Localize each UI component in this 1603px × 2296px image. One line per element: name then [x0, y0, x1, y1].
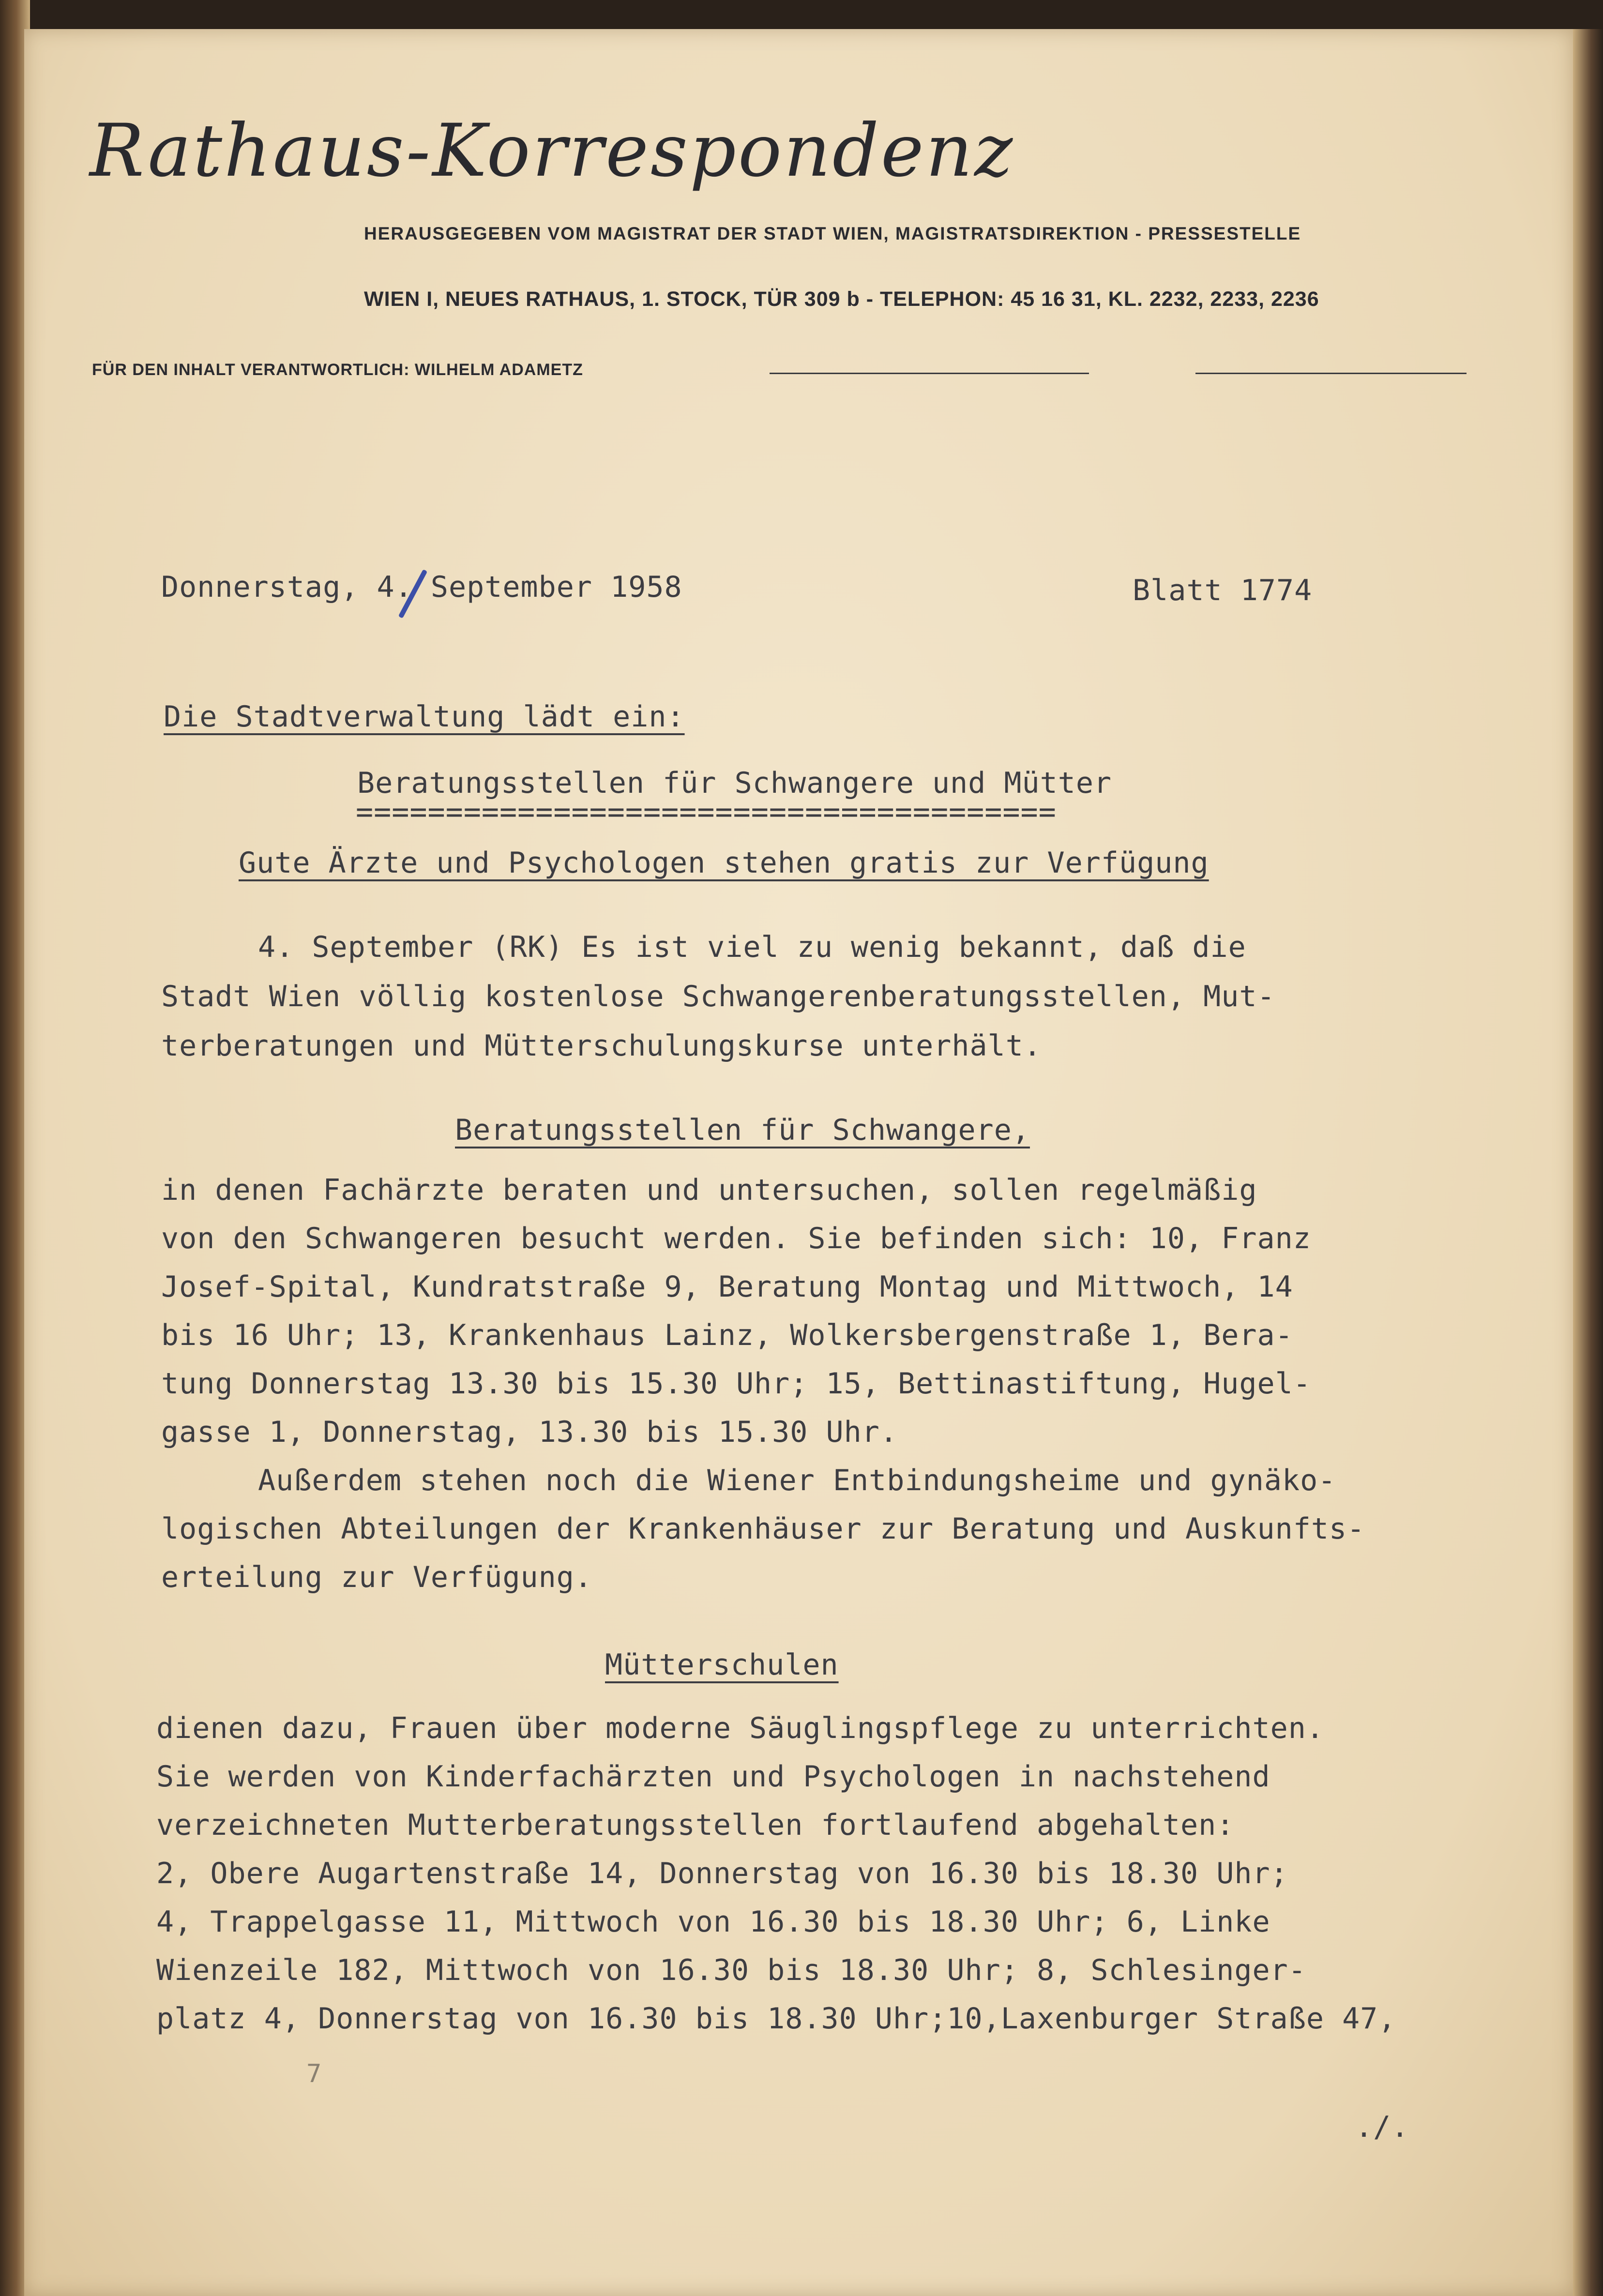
section2-line: dienen dazu, Frauen über moderne Säuglingspflege zu unterrichten.: [156, 1711, 1324, 1745]
section1-line: logischen Abteilungen der Krankenhäuser zur Beratung und Auskunfts-: [161, 1512, 1365, 1546]
masthead-title: Rathaus-Korrespondenz: [90, 109, 1015, 193]
article-subheadline: Gute Ärzte und Psychologen stehen gratis zur Verfügung: [239, 846, 1209, 880]
intro-line: 4. September (RK) Es ist viel zu wenig bekannt, daß die: [258, 930, 1246, 964]
section1-line: von den Schwangeren besucht werden. Sie befinden sich: 10, Franz: [161, 1222, 1311, 1255]
section2-line: platz 4, Donnerstag von 16.30 bis 18.30 Uhr;10,Laxenburger Straße 47,: [156, 2002, 1396, 2036]
section2-line: 4, Trappelgasse 11, Mittwoch von 16.30 bis 18.30 Uhr; 6, Linke: [156, 1905, 1270, 1939]
continuation-mark: ./.: [1355, 2110, 1409, 2144]
margin-pencil-note: 7: [306, 2059, 322, 2088]
address-line: WIEN I, NEUES RATHAUS, 1. STOCK, TÜR 309 b - TELEPHON: 45 16 31, KL. 2232, 2233, 2236: [364, 287, 1319, 311]
header-rule-right: [1195, 373, 1467, 376]
section2-line: Wienzeile 182, Mittwoch von 16.30 bis 18.30 Uhr; 8, Schlesinger-: [156, 1953, 1306, 1987]
section1-line: in denen Fachärzte beraten und untersuchen, sollen regelmäßig: [161, 1173, 1257, 1207]
section2-line: 2, Obere Augartenstraße 14, Donnerstag von 16.30 bis 18.30 Uhr;: [156, 1857, 1288, 1890]
header-rule-left: [770, 373, 1089, 376]
date-line: Donnerstag, 4. September 1958: [161, 570, 682, 604]
section-heading-muetterschulen: Mütterschulen: [605, 1648, 839, 1682]
section1-line: Josef-Spital, Kundratstraße 9, Beratung Montag und Mittwoch, 14: [161, 1270, 1293, 1304]
section1-line: tung Donnerstag 13.30 bis 15.30 Uhr; 15, Bettinastiftung, Hugel-: [161, 1367, 1311, 1401]
intro-line: Stadt Wien völlig kostenlose Schwangerenberatungsstellen, Mut-: [161, 980, 1275, 1013]
sheet-number: Blatt 1774: [1133, 574, 1313, 607]
page-right-edge: [1573, 29, 1603, 2296]
intro-line: terberatungen und Mütterschulungskurse unterhält.: [161, 1029, 1042, 1063]
publisher-line: HERAUSGEGEBEN VOM MAGISTRAT DER STADT WIEN, MAGISTRATSDIREKTION - PRESSESTELLE: [364, 224, 1301, 243]
responsible-line: FÜR DEN INHALT VERANTWORTLICH: WILHELM ADAMETZ: [92, 361, 583, 379]
article-kicker: Die Stadtverwaltung lädt ein:: [164, 700, 685, 734]
article-headline: Beratungsstellen für Schwangere und Mütter: [357, 766, 1112, 800]
headline-double-rule: =======================================: [356, 795, 1057, 829]
section1-line: Außerdem stehen noch die Wiener Entbindungsheime und gynäko-: [258, 1464, 1336, 1497]
section1-line: bis 16 Uhr; 13, Krankenhaus Lainz, Wolkersbergenstraße 1, Bera-: [161, 1318, 1293, 1352]
section2-line: Sie werden von Kinderfachärzten und Psychologen in nachstehend: [156, 1760, 1270, 1794]
section1-line: gasse 1, Donnerstag, 13.30 bis 15.30 Uhr.: [161, 1415, 898, 1449]
section2-line: verzeichneten Mutterberatungsstellen fortlaufend abgehalten:: [156, 1808, 1235, 1842]
section1-line: erteilung zur Verfügung.: [161, 1560, 592, 1594]
section-heading-schwangere: Beratungsstellen für Schwangere,: [455, 1113, 1030, 1147]
